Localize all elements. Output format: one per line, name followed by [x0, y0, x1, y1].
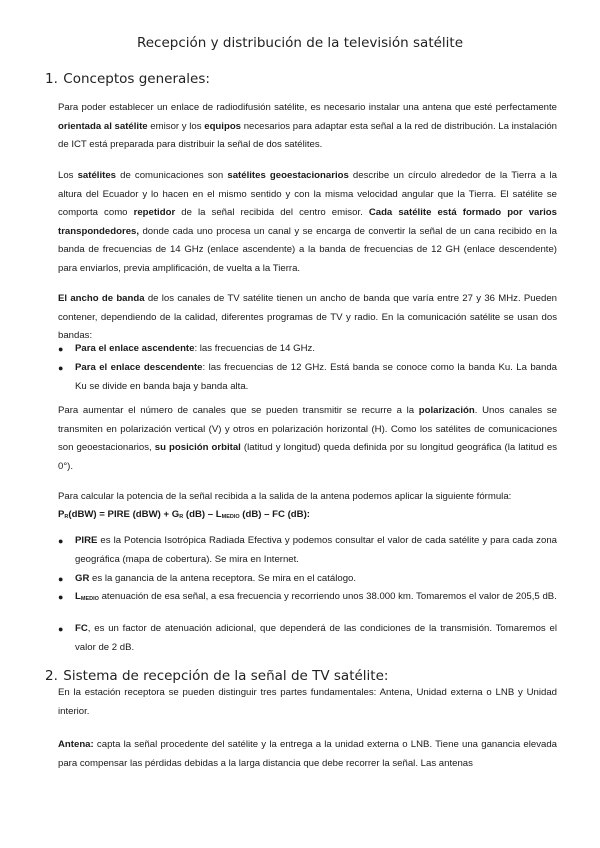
subscript: MEDIO: [80, 596, 99, 602]
formula-text: (dBW) = PIRE (dBW) + G: [68, 509, 180, 520]
formula-subscript: R: [64, 514, 69, 520]
text: es la Potencia Isotrópica Radiada Efectiva y podemos consultar el valor de cada satélite y para cada zona geográfica (mapa de cobertura). Se mira en Internet.: [75, 535, 557, 565]
power-formula: [58, 506, 557, 527]
text: capta la señal procedente del satélite y la entrega a la unidad externa o LNB. Tiene una ganancia elevada para compensar las pérdidas debidas a la larga distancia que debe recorrer la señal. Las antenas: [58, 739, 557, 769]
text: : las frecuencias de 14 GHz.: [194, 343, 315, 354]
text: describe un círculo alrededor de la Tierra a la altura del Ecuador y lo hacen en el mismo sentido y con la misma velocidad angular que la Tierra. El satélite se comporta como: [58, 170, 558, 219]
bold-text: equipos: [204, 120, 242, 132]
bold-text: GR: [75, 573, 90, 584]
text: emisor y los: [147, 120, 205, 132]
list-item: [58, 588, 557, 609]
bold-text: satélites: [77, 170, 116, 181]
formula-subscript: R: [179, 514, 184, 520]
bullet-icon: ●: [58, 624, 64, 634]
list-item: [58, 340, 557, 359]
formula-text: (dB) – FC (dB):: [239, 509, 310, 520]
bullet-icon: ●: [58, 363, 64, 373]
text: Los: [58, 170, 78, 181]
text: Para aumentar el número de canales que se pueden transmitir se recurre a la: [58, 405, 419, 416]
bullet-icon: ●: [58, 574, 64, 584]
text: de comunicaciones son: [116, 170, 228, 181]
bold-text: repetidor: [133, 207, 176, 219]
section-1-heading: [45, 71, 210, 87]
text: (latitud y longitud) queda definida por su longitud geográfica (la latitud es 0°).: [58, 442, 557, 472]
bold-text: Para el enlace descendente: [75, 362, 203, 373]
text: donde cada uno procesa un canal y se encarga de convertir la señal de un cana recibido en la banda de frecuencias de 14 GHz (enlace ascendente) a la banda de frecuencias de 12 GH (enlace descendente) para enviarlos, previa amplificación, de vuelta a la Tierra.: [58, 225, 557, 274]
bold-text: satélites geoestacionarios: [227, 170, 349, 181]
list-item: [58, 620, 557, 657]
formula-text: P: [58, 509, 65, 520]
text: atenuación de esa señal, a esa frecuencia y recorriendo unos 38.000 km. Tomaremos el valor de 205,5 dB.: [98, 591, 557, 602]
section-2-number: 2.: [45, 668, 58, 684]
text: : las frecuencias de 12 GHz. Está banda se conoce como la banda Ku. La banda Ku se divide en banda baja y banda alta.: [75, 362, 557, 392]
bold-text: FC: [75, 623, 88, 634]
bullet-icon: ●: [58, 536, 64, 546]
bold-text: Cada satélite está formado por varios transpondedores,: [58, 207, 557, 237]
text: Para poder establecer un enlace de radiodifusión satélite, es necesario instalar una antena que esté perfectamente: [58, 102, 557, 113]
bold-text: polarización: [418, 405, 475, 416]
paragraph-polarization: [58, 402, 557, 476]
paragraph-formula-intro: Para calcular la potencia de la señal recibida a la salida de la antena podemos aplicar la siguiente fórmula:: [58, 491, 512, 502]
bold-text: Antena:: [58, 739, 94, 750]
paragraph-satellites: [58, 167, 557, 279]
section-1-number: 1.: [45, 71, 58, 87]
text: , es un factor de atenuación adicional, que dependerá de las condiciones de la transmisión. Tomaremos el valor de 2 dB.: [75, 623, 557, 653]
text: . Unos canales se transmiten en polarización vertical (V) y otros en polarización horizontal (H). Como los satélites de comunicaciones son geoestacionarios,: [58, 405, 558, 454]
paragraph-intro: [58, 99, 557, 155]
text: de la señal recibida del centro emisor.: [175, 207, 369, 219]
list-item: [58, 532, 557, 569]
text: de los canales de TV satélite tienen un ancho de banda que varía entre 27 y 36 MHz. Pueden contener, dependiendo de la calidad, diferentes programas de TV y radio. En la comunicación satélite se usan dos bandas:: [58, 293, 557, 342]
bold-text: Para el enlace ascendente: [75, 343, 195, 354]
paragraph-reception-parts: En la estación receptora se pueden distinguir tres partes fundamentales: Antena, Unidad externa o LNB y Unidad interior.: [58, 687, 557, 717]
paragraph-bandwidth: [58, 290, 557, 346]
bullet-icon: ●: [58, 344, 64, 354]
section-2-heading: [45, 668, 388, 684]
paragraph-antenna: [58, 736, 557, 773]
section-2-title: Sistema de recepción de la señal de TV satélite:: [63, 668, 389, 684]
text: necesarios para adaptar esta señal a la red de distribución. La instalación de ICT está preparada para distribuir la señal de dos satélites.: [58, 120, 557, 151]
bold-text: su posición orbital: [154, 442, 241, 454]
document-title: Recepción y distribución de la televisión satélite: [136, 35, 464, 51]
list-item: [58, 570, 557, 589]
formula-subscript: MEDIO: [221, 514, 240, 520]
text: es la ganancia de la antena receptora. Se mira en el catálogo.: [89, 573, 357, 584]
bold-text: orientada al satélite: [58, 120, 148, 132]
bold-text: El ancho de banda: [58, 293, 145, 304]
bold-text: PIRE: [75, 535, 98, 546]
bullet-icon: ●: [58, 592, 64, 602]
bold-text: L: [75, 591, 81, 602]
section-1-title: Conceptos generales:: [63, 71, 210, 87]
formula-text: (dB) – L: [183, 509, 222, 520]
list-item: [58, 359, 557, 396]
